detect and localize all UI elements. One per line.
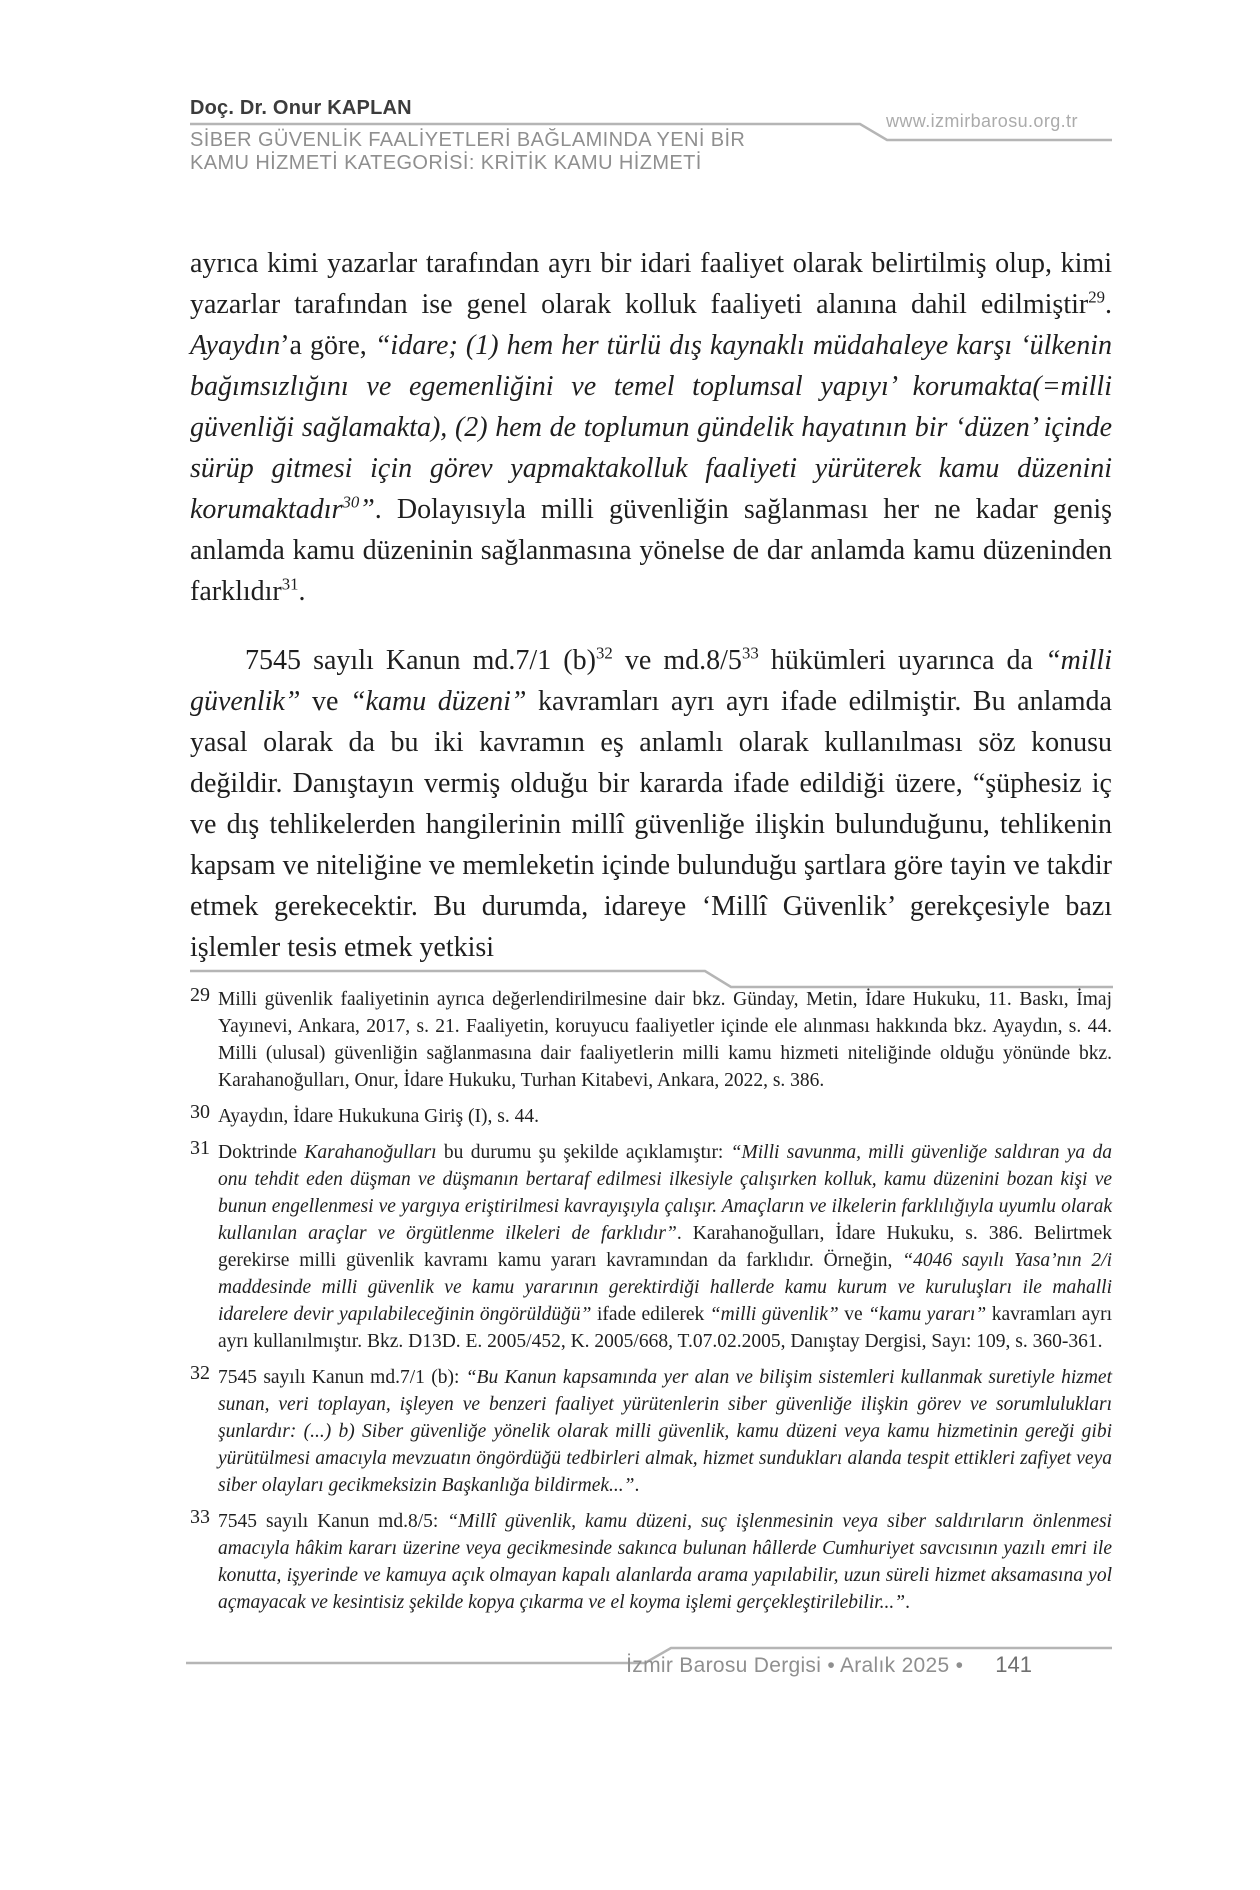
footnote-number: 33 <box>190 1506 210 1528</box>
footnote <box>190 1139 1112 1355</box>
footnote-text: Ayaydın, İdare Hukukuna Giriş (I), s. 44. <box>218 1106 539 1127</box>
footnote <box>190 1103 1112 1130</box>
page-number: 141 <box>995 1652 1032 1677</box>
body-paragraph-1: ayrıca kimi yazarlar tarafından ayrı bir idari faaliyet olarak belirtilmiş olup, kimi yazarlar tarafından ise genel olarak kolluk faaliyeti alanına dahil edilmiştir$^{29}$. Ayaydın’a göre, “idare; (1) hem her türlü dış kaynaklı müdahaleye karşı ‘ülkenin bağımsızlığını ve egemenliğini ve temel toplumsal yapıyı’ korumakta(=milli güvenliği sağlamakta), (2) hem de toplumun gündelik hayatının bir ‘düzen’ içinde sürüp gitmesi için görev yapmaktakolluk faaliyeti yürüterek kamu düzenini korumaktadır$^{30}$”. Dolayısıyla milli güvenliğin sağlanması her ne kadar geniş anlamda kamu düzeninin sağlanmasına yönelse de dar anlamda kamu düzeninden farklıdır$^{31}$. <box>190 248 1112 607</box>
journal-website-url: www.izmirbarosu.org.tr <box>886 111 1078 131</box>
article-title-line2: KAMU HİZMETİ KATEGORİSİ: KRİTİK KAMU HİZMETİ <box>190 152 702 174</box>
footnote-text: 7545 sayılı Kanun md.7/1 (b): “Bu Kanun kapsamında yer alan ve bilişim sistemleri kullanmak suretiyle hizmet sunan, veri toplayan, işleyen ve benzeri faaliyet yürütenlerin siber güvenliğe ilişkin görev ve sorumlulukları şunlardır: (...) b) Siber güvenliğe yönelik olarak milli güvenlik, kamu düzeni veya kamu hizmetinin gereği gibi yürütülmesi amacıyla mevzuatın öngördüğü tedbirleri almak, hizmet sundukları alanda tespit ettikleri zafiyet veya siber olayları gecikmeksizin Başkanlığa bildirmek...”. <box>218 1367 1112 1496</box>
footnote <box>190 1364 1112 1499</box>
footnote-text: Doktrinde Karahanoğulları bu durumu şu şekilde açıklamıştır: “Milli savunma, milli güvenliğe saldıran ya da onu tehdit eden düşman ve düşmanın bertaraf edilmesi ilkesiyle çalışırken kolluk, kamu düzenini bozan kişi ve bunun engellenmesi ve yargıya eriştirilmesi kavrayışıyla çalışır. Amaçların ve ilkelerin farklılığıyla uyumlu olarak kullanılan araçlar ve örgütlenme ilkeleri de farklıdır”. Karahanoğulları, İdare Hukuku, s. 386. Belirtmek gerekirse milli güvenlik kavramı kamu yararı kavramından da farklıdır. Örneğin, “4046 sayılı Yasa’nın 2/i maddesinde milli güvenlik ve kamu yararının gerektirdiği hallerde kamu kurum ve kuruluşları ile mahalli idarelere devir yapılabileceğinin öngörüldüğü” ifade edilerek “milli güvenlik” ve “kamu yararı” kavramları ayrı ayrı kullanılmıştır. Bkz. D13D. E. 2005/452, K. 2005/668, T.07.02.2005, Danıştay Dergisi, Sayı: 109, s. 360-361. <box>218 1142 1113 1352</box>
journal-name-and-issue: İzmir Barosu Dergisi • Aralık 2025 • <box>626 1654 964 1677</box>
article-title <box>190 129 745 175</box>
footnote <box>190 1508 1112 1616</box>
page-footer <box>626 1652 1032 1678</box>
footnote-text: Milli güvenlik faaliyetinin ayrıca değerlendirilmesine dair bkz. Günday, Metin, İdare Hukuku, 11. Baskı, İmaj Yayınevi, Ankara, 2017, s. 21. Faaliyetin, koruyucu faaliyetler içinde ele alınması hakkında bkz. Ayaydın, s. 44. Milli (ulusal) güvenliğin sağlanmasına dair faaliyetlerin milli kamu hizmeti niteliğinde olduğu yönünde bkz. Karahanoğulları, Onur, İdare Hukuku, Turhan Kitabevi, Ankara, 2022, s. 386. <box>218 989 1112 1091</box>
author-name: Doç. Dr. Onur KAPLAN <box>190 97 412 119</box>
footnote-number: 31 <box>190 1137 210 1159</box>
footnote-number: 30 <box>190 1101 210 1123</box>
body-paragraph-2: 7545 sayılı Kanun md.7/1 $(b)^{32}$ ve $md.8/5^{33}$ hükümleri uyarınca da “milli güvenlik” ve “kamu düzeni” kavramları ayrı ayrı ifade edilmiştir. Bu anlamda yasal olarak da bu iki kavramın eş anlamlı olarak kullanılması söz konusu değildir. Danıştayın vermiş olduğu bir kararda ifade edildiği üzere, “şüphesiz iç ve dış tehlikelerden hangilerinin millî güvenliğe ilişkin bulunduğunu, tehlikenin kapsam ve niteliğine ve memleketin içinde bulunduğu şartlara göre tayin ve takdir etmek gerekecektir. Bu durumda, idareye ‘Millî Güvenlik’ gerekçesiyle bazı işlemler tesis etmek yetkisi <box>190 643 1112 963</box>
footnote <box>190 986 1112 1094</box>
article-title-line1: SİBER GÜVENLİK FAALİYETLERİ BAĞLAMINDA YENİ BİR <box>190 129 746 151</box>
footnotes-section <box>190 986 1112 1625</box>
footnote-text: 7545 sayılı Kanun md.8/5: “Millî güvenlik, kamu düzeni, suç işlenmesinin veya siber saldırıların önlenmesi amacıyla hâkim kararı üzerine veya gecikmesinde sakınca bulunan hâllerde Cumhuriyet savcısının yazılı emri ile konutta, işyerinde ve kamuya açık olmayan kapalı alanlarda arama yapılabilir, uzun süreli hizmet aksamasına yol açmayacak ve kesintisiz şekilde kopya çıkarma ve el koyma işlemi gerçekleştirilebilir...”. <box>218 1511 1112 1613</box>
footnote-number: 32 <box>190 1362 210 1384</box>
article-body <box>190 243 1112 968</box>
footnote-number: 29 <box>190 984 210 1006</box>
